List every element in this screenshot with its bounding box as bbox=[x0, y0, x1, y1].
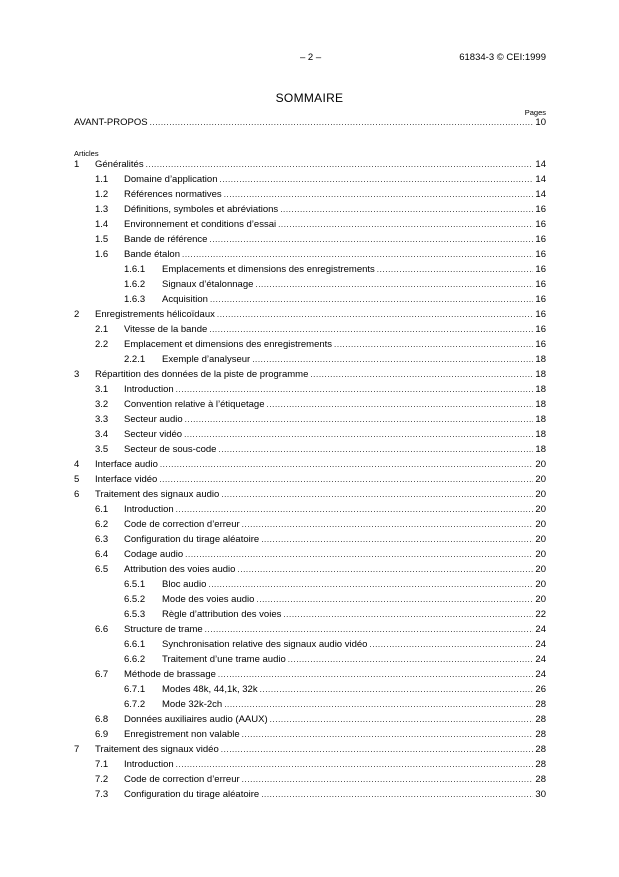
toc-entry-title: Synchronisation relative des signaux audio vidéo bbox=[162, 639, 368, 650]
toc-entry-page: 22 bbox=[535, 609, 546, 620]
dot-leader bbox=[176, 504, 533, 516]
toc-entry-number: 1.6.2 bbox=[124, 279, 146, 290]
toc-entry-page: 14 bbox=[535, 174, 546, 185]
articles-label: Articles bbox=[74, 149, 99, 158]
toc-entry-number: 7.1 bbox=[95, 759, 109, 770]
dot-leader bbox=[255, 279, 533, 291]
toc-entry-title: Vitesse de la bande bbox=[124, 324, 208, 335]
dot-leader bbox=[261, 789, 533, 801]
toc-entry-title: Répartition des données de la piste de programme bbox=[95, 369, 309, 380]
dot-leader bbox=[288, 654, 533, 666]
toc-entry-number: 2.1 bbox=[95, 324, 109, 335]
toc-entry-page: 14 bbox=[535, 159, 546, 170]
toc-entry-title: Secteur de sous-code bbox=[124, 444, 217, 455]
toc-entry-title: Secteur audio bbox=[124, 414, 183, 425]
toc-entry-title: Emplacements et dimensions des enregistrements bbox=[162, 264, 375, 275]
toc-entry-page: 18 bbox=[535, 444, 546, 455]
dot-leader bbox=[266, 399, 533, 411]
dot-leader bbox=[208, 579, 533, 591]
toc-entry-number: 1.6 bbox=[95, 249, 109, 260]
toc-entry bbox=[0, 489, 619, 504]
toc-entry-number: 1.6.1 bbox=[124, 264, 146, 275]
toc-entry-page: 20 bbox=[535, 594, 546, 605]
toc-entry-title: Traitement des signaux vidéo bbox=[95, 744, 219, 755]
page-title: SOMMAIRE bbox=[275, 91, 344, 105]
toc-entry-page: 20 bbox=[535, 504, 546, 515]
toc-entry-title: Définitions, symboles et abréviations bbox=[124, 204, 279, 215]
toc-entry-number: 1.3 bbox=[95, 204, 109, 215]
dot-leader bbox=[242, 519, 533, 531]
toc-entry-page: 16 bbox=[535, 294, 546, 305]
toc-entry-page: 20 bbox=[535, 564, 546, 575]
dot-leader bbox=[185, 549, 533, 561]
dot-leader bbox=[260, 684, 533, 696]
toc-entry-page: 16 bbox=[535, 249, 546, 260]
dot-leader bbox=[217, 309, 533, 321]
page-number: – 2 – bbox=[300, 52, 322, 63]
toc-entry-title: Enregistrement non valable bbox=[124, 729, 240, 740]
toc-entry-title: Mode 32k-2ch bbox=[162, 699, 223, 710]
toc-entry-number: 7 bbox=[74, 744, 80, 755]
dot-leader bbox=[184, 429, 533, 441]
toc-entry bbox=[0, 549, 619, 564]
toc-entry-page: 18 bbox=[535, 354, 546, 365]
toc-entry-title: Introduction bbox=[124, 759, 174, 770]
toc-entry-number: 6 bbox=[74, 489, 80, 500]
dot-leader bbox=[242, 729, 533, 741]
toc-entry bbox=[0, 354, 619, 369]
toc-entry-page: 18 bbox=[535, 384, 546, 395]
dot-leader bbox=[261, 534, 533, 546]
toc-entry-page: 18 bbox=[535, 429, 546, 440]
toc-entry bbox=[0, 189, 619, 204]
toc-entry-title: Exemple d’analyseur bbox=[162, 354, 251, 365]
toc-entry bbox=[0, 609, 619, 624]
dot-leader bbox=[221, 744, 533, 756]
toc-entry-number: 6.6 bbox=[95, 624, 109, 635]
toc-entry bbox=[0, 279, 619, 294]
toc-entry bbox=[0, 699, 619, 714]
toc-entry-page: 20 bbox=[535, 459, 546, 470]
toc-entry bbox=[0, 234, 619, 249]
toc-entry-page: 24 bbox=[535, 624, 546, 635]
toc-entry bbox=[0, 744, 619, 759]
toc-entry bbox=[0, 579, 619, 594]
toc-entry-number: 3.5 bbox=[95, 444, 109, 455]
dot-leader bbox=[280, 204, 533, 216]
toc-entry-title: Convention relative à l’étiquetage bbox=[124, 399, 265, 410]
toc-entry-page: 24 bbox=[535, 639, 546, 650]
toc-entry bbox=[0, 219, 619, 234]
dot-leader bbox=[310, 369, 533, 381]
toc-entry bbox=[0, 714, 619, 729]
toc-entry-title: Code de correction d’erreur bbox=[124, 774, 240, 785]
toc-entry-page: 18 bbox=[535, 369, 546, 380]
dot-leader bbox=[159, 474, 533, 486]
toc-entry-number: 6.7.2 bbox=[124, 699, 146, 710]
toc-entry-title: Bande étalon bbox=[124, 249, 180, 260]
pages-column-label: Pages bbox=[524, 108, 546, 117]
toc-entry-number: 1.1 bbox=[95, 174, 109, 185]
toc-entry-number: 6.3 bbox=[95, 534, 109, 545]
toc-entry-page: 30 bbox=[535, 789, 546, 800]
dot-leader bbox=[218, 669, 533, 681]
toc-entry bbox=[0, 624, 619, 639]
toc-entry-number: 4 bbox=[74, 459, 80, 470]
toc-entry-page: 16 bbox=[535, 234, 546, 245]
toc-entry-number: 2 bbox=[74, 309, 80, 320]
toc-entry-number: 6.8 bbox=[95, 714, 109, 725]
toc-entry-page: 16 bbox=[535, 204, 546, 215]
dot-leader bbox=[205, 624, 533, 636]
dot-leader bbox=[278, 219, 533, 231]
dot-leader bbox=[334, 339, 533, 351]
toc-entry-title: Code de correction d’erreur bbox=[124, 519, 240, 530]
document-reference: 61834-3 © CEI:1999 bbox=[459, 52, 546, 63]
toc-entry-title: Acquisition bbox=[162, 294, 208, 305]
toc-entry-page: 26 bbox=[535, 684, 546, 695]
toc-entry-number: 7.2 bbox=[95, 774, 109, 785]
toc-entry-number: 6.5 bbox=[95, 564, 109, 575]
toc-entry bbox=[0, 309, 619, 324]
toc-entry-page: 16 bbox=[535, 264, 546, 275]
dot-leader bbox=[182, 249, 533, 261]
toc-entry-title: Domaine d’application bbox=[124, 174, 218, 185]
toc-entry-page: 18 bbox=[535, 399, 546, 410]
toc-entry-title: Signaux d’étalonnage bbox=[162, 279, 254, 290]
dot-leader bbox=[185, 414, 533, 426]
toc-entry-number: 7.3 bbox=[95, 789, 109, 800]
toc-entry-page: 20 bbox=[535, 549, 546, 560]
dot-leader bbox=[146, 159, 533, 171]
toc-entry bbox=[0, 159, 619, 174]
toc-entry-number: 1 bbox=[74, 159, 80, 170]
toc-entry-title: Configuration du tirage aléatoire bbox=[124, 534, 260, 545]
toc-entry-title: Données auxiliaires audio (AAUX) bbox=[124, 714, 268, 725]
toc-entry-title: Modes 48k, 44,1k, 32k bbox=[162, 684, 258, 695]
toc-entry-title: Introduction bbox=[124, 504, 174, 515]
toc-entry-title: Traitement des signaux audio bbox=[95, 489, 220, 500]
dot-leader bbox=[218, 444, 533, 456]
dot-leader bbox=[209, 234, 533, 246]
dot-leader bbox=[210, 294, 533, 306]
toc-entry-page: 24 bbox=[535, 654, 546, 665]
toc-entry bbox=[0, 564, 619, 579]
dot-leader bbox=[176, 384, 533, 396]
toc-entry-page: 16 bbox=[535, 279, 546, 290]
dot-leader bbox=[377, 264, 533, 276]
toc-entry-page: 16 bbox=[535, 219, 546, 230]
toc-entry-number: 3.1 bbox=[95, 384, 109, 395]
toc-entry-title: Traitement d’une trame audio bbox=[162, 654, 286, 665]
toc-entry-title: Structure de trame bbox=[124, 624, 203, 635]
toc-entry bbox=[0, 729, 619, 744]
toc-entry-title: Références normatives bbox=[124, 189, 222, 200]
toc-entry-page: 20 bbox=[535, 519, 546, 530]
toc-entry-number: 6.6.2 bbox=[124, 654, 146, 665]
toc-entry-title: Bloc audio bbox=[162, 579, 207, 590]
toc-entry-page: 28 bbox=[535, 714, 546, 725]
toc-entry bbox=[0, 504, 619, 519]
toc-entry-page: 20 bbox=[535, 489, 546, 500]
toc-entry-number: 1.6.3 bbox=[124, 294, 146, 305]
toc-entry-number: 5 bbox=[74, 474, 80, 485]
toc-entry bbox=[0, 444, 619, 459]
toc-entry-title: Environnement et conditions d’essai bbox=[124, 219, 277, 230]
toc-entry-title: Méthode de brassage bbox=[124, 669, 216, 680]
toc-entry-title: Interface vidéo bbox=[95, 474, 158, 485]
dot-leader bbox=[150, 117, 533, 129]
toc-entry-number: 6.1 bbox=[95, 504, 109, 515]
toc-entry-page: 20 bbox=[535, 534, 546, 545]
toc-entry bbox=[0, 654, 619, 669]
toc-entry-number: 6.6.1 bbox=[124, 639, 146, 650]
toc-entry bbox=[0, 399, 619, 414]
toc-entry bbox=[0, 669, 619, 684]
toc-entry-page: 20 bbox=[535, 474, 546, 485]
toc-entry-number: 1.2 bbox=[95, 189, 109, 200]
toc-entry bbox=[0, 264, 619, 279]
toc-entry-page: 28 bbox=[535, 744, 546, 755]
toc-entry-title: Mode des voies audio bbox=[162, 594, 255, 605]
dot-leader bbox=[283, 609, 533, 621]
toc-entry bbox=[0, 639, 619, 654]
toc-entry-number: 6.7 bbox=[95, 669, 109, 680]
toc-entry bbox=[0, 339, 619, 354]
toc-entry-number: 2.2 bbox=[95, 339, 109, 350]
toc-entry-title: Interface audio bbox=[95, 459, 158, 470]
toc-entry-title: Généralités bbox=[95, 159, 144, 170]
dot-leader bbox=[242, 774, 533, 786]
toc-entry bbox=[0, 474, 619, 489]
dot-leader bbox=[369, 639, 533, 651]
toc-entry-number: 6.9 bbox=[95, 729, 109, 740]
toc-entry-number: 3.2 bbox=[95, 399, 109, 410]
toc-entry-number: 2.2.1 bbox=[124, 354, 146, 365]
toc-entry bbox=[0, 204, 619, 219]
dot-leader bbox=[209, 324, 533, 336]
dot-leader bbox=[160, 459, 533, 471]
dot-leader bbox=[224, 699, 533, 711]
dot-leader bbox=[224, 189, 533, 201]
toc-entry-title: Attribution des voies audio bbox=[124, 564, 236, 575]
toc-entry-page: 28 bbox=[535, 774, 546, 785]
toc-entry bbox=[0, 459, 619, 474]
toc-entry bbox=[0, 594, 619, 609]
dot-leader bbox=[256, 594, 533, 606]
toc-entry-page: 28 bbox=[535, 759, 546, 770]
dot-leader bbox=[219, 174, 533, 186]
toc-entry-title: Emplacement et dimensions des enregistrements bbox=[124, 339, 333, 350]
toc-entry-number: 6.4 bbox=[95, 549, 109, 560]
toc-entry-page: 18 bbox=[535, 414, 546, 425]
toc-entry bbox=[0, 249, 619, 264]
toc-entry bbox=[0, 369, 619, 384]
toc-entry-page: 16 bbox=[535, 339, 546, 350]
toc-entry bbox=[0, 519, 619, 534]
toc-entry bbox=[0, 429, 619, 444]
toc-entry-number: 1.4 bbox=[95, 219, 109, 230]
toc-entry bbox=[0, 789, 619, 804]
toc-entry-title: Introduction bbox=[124, 384, 174, 395]
toc-entry-page: 28 bbox=[535, 699, 546, 710]
toc-entry-number: 1.5 bbox=[95, 234, 109, 245]
toc-entry-page: 16 bbox=[535, 324, 546, 335]
toc-entry-number: 3.3 bbox=[95, 414, 109, 425]
toc-entry bbox=[0, 294, 619, 309]
toc-entry-page: 14 bbox=[535, 189, 546, 200]
dot-leader bbox=[237, 564, 533, 576]
toc-entry-number: 6.5.1 bbox=[124, 579, 146, 590]
toc-entry-number: 6.5.2 bbox=[124, 594, 146, 605]
toc-entry-number: 3.4 bbox=[95, 429, 109, 440]
toc-entry bbox=[0, 414, 619, 429]
dot-leader bbox=[176, 759, 533, 771]
toc-entry-title: Codage audio bbox=[124, 549, 184, 560]
toc-entry-number: 6.7.1 bbox=[124, 684, 146, 695]
toc-entry-page: 24 bbox=[535, 669, 546, 680]
toc-entry bbox=[0, 774, 619, 789]
toc-entry-title: AVANT-PROPOS bbox=[74, 117, 148, 128]
toc-entry-title: Bande de référence bbox=[124, 234, 208, 245]
toc-entry bbox=[0, 174, 619, 189]
dot-leader bbox=[252, 354, 533, 366]
toc-entry bbox=[0, 384, 619, 399]
toc-entry-title: Enregistrements hélicoïdaux bbox=[95, 309, 215, 320]
toc-entry-page: 28 bbox=[535, 729, 546, 740]
toc-entry-title: Règle d’attribution des voies bbox=[162, 609, 282, 620]
toc-entry-number: 6.2 bbox=[95, 519, 109, 530]
toc-entry-title: Secteur vidéo bbox=[124, 429, 183, 440]
toc-entry-page: 10 bbox=[535, 117, 546, 128]
toc-entry-page: 16 bbox=[535, 309, 546, 320]
toc-entry bbox=[0, 324, 619, 339]
toc-entry-number: 6.5.3 bbox=[124, 609, 146, 620]
toc-entry bbox=[0, 534, 619, 549]
toc-entry bbox=[0, 759, 619, 774]
toc-entry-title: Configuration du tirage aléatoire bbox=[124, 789, 260, 800]
dot-leader bbox=[221, 489, 533, 501]
toc-entry-page: 20 bbox=[535, 579, 546, 590]
toc-entry bbox=[0, 117, 619, 132]
toc-entry-number: 3 bbox=[74, 369, 80, 380]
dot-leader bbox=[270, 714, 533, 726]
toc-entry bbox=[0, 684, 619, 699]
